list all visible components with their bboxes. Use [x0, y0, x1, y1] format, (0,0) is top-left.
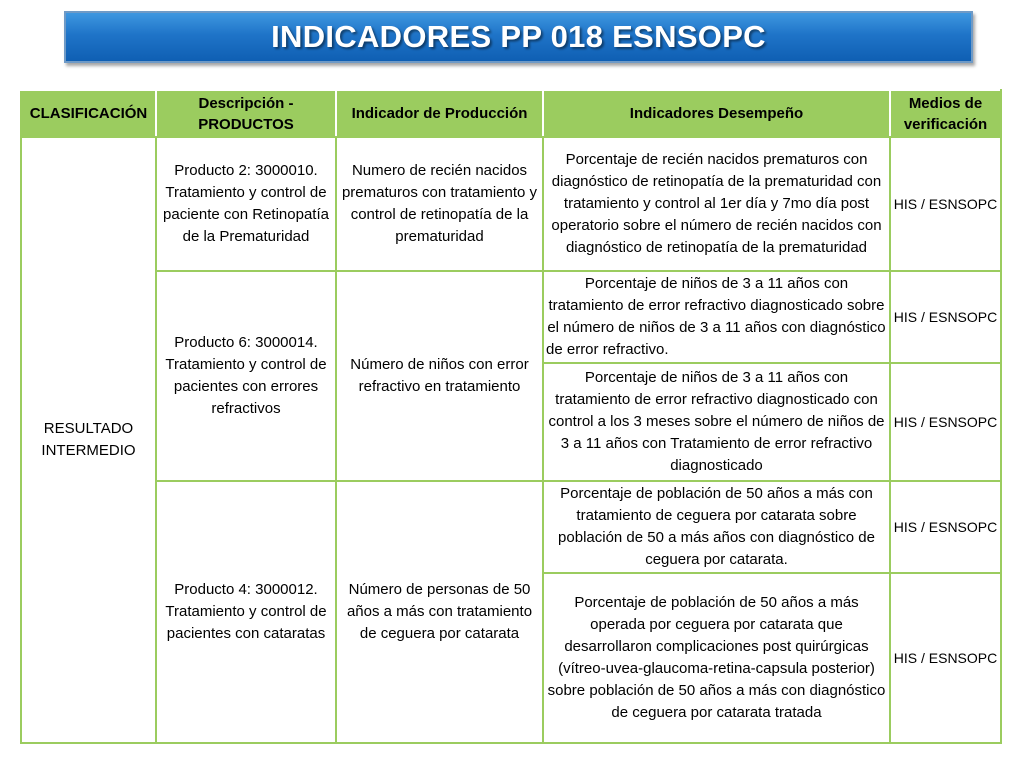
indicador-desempeno: Porcentaje de niños de 3 a 11 años con tratamiento de error refractivo diagnosticado con control a los 3 meses sobre el número de niños de 3 a 11 años con Tratamiento de error refractivo diagnosticado: [543, 363, 890, 481]
medio-verificacion: HIS / ESNSOPC: [890, 573, 1001, 743]
indicador-produccion: Número de niños con error refractivo en tratamiento: [336, 271, 543, 481]
header-clasificacion: CLASIFICACIÓN: [21, 90, 156, 137]
producto-descripcion: Producto 4: 3000012. Tratamiento y control de pacientes con cataratas: [156, 481, 336, 743]
indicador-produccion: Numero de recién nacidos prematuros con tratamiento y control de retinopatía de la prematuridad: [336, 137, 543, 271]
slide-title: INDICADORES PP 018 ESNSOPC: [271, 19, 766, 54]
indicador-desempeno: Porcentaje de población de 50 años a más con tratamiento de ceguera por catarata sobre población de 50 a más años con diagnóstico de ceguera por catarata.: [543, 481, 890, 573]
medio-verificacion: HIS / ESNSOPC: [890, 363, 1001, 481]
table-row: [21, 481, 1001, 573]
table-row: [21, 137, 1001, 271]
producto-descripcion: Producto 2: 3000010. Tratamiento y control de paciente con Retinopatía de la Prematuridad: [156, 137, 336, 271]
header-desempeno: Indicadores Desempeño: [543, 90, 890, 137]
header-produccion: Indicador de Producción: [336, 90, 543, 137]
title-banner: [64, 11, 973, 63]
medio-verificacion: HIS / ESNSOPC: [890, 271, 1001, 363]
medio-verificacion: HIS / ESNSOPC: [890, 137, 1001, 271]
indicators-table: [20, 89, 1002, 744]
indicador-desempeno: Porcentaje de población de 50 años a más operada por ceguera por catarata que desarrollaron complicaciones post quirúrgicas (vítreo-uvea-glaucoma-retina-capsula posterior) sobre población de 50 años a más con diagnóstico de ceguera por catarata tratada: [543, 573, 890, 743]
indicador-desempeno: Porcentaje de recién nacidos prematuros con diagnóstico de retinopatía de la prematuridad con tratamiento y control al 1er día y 7mo día post operatorio sobre el número de recién nacidos con diagnóstico de retinopatía de la prematuridad: [543, 137, 890, 271]
medio-verificacion: HIS / ESNSOPC: [890, 481, 1001, 573]
table-row: [21, 271, 1001, 363]
producto-descripcion: Producto 6: 3000014. Tratamiento y control de pacientes con errores refractivos: [156, 271, 336, 481]
clasificacion-cell: RESULTADO INTERMEDIO: [21, 137, 156, 743]
header-descripcion: Descripción - PRODUCTOS: [156, 90, 336, 137]
indicador-desempeno: Porcentaje de niños de 3 a 11 años con tratamiento de error refractivo diagnosticado sobre el número de niños de 3 a 11 años con diagnóstico de error refractivo.: [543, 271, 890, 363]
table-header-row: [21, 90, 1001, 137]
header-medios: Medios de verificación: [890, 90, 1001, 137]
indicador-produccion: Número de personas de 50 años a más con tratamiento de ceguera por catarata: [336, 481, 543, 743]
